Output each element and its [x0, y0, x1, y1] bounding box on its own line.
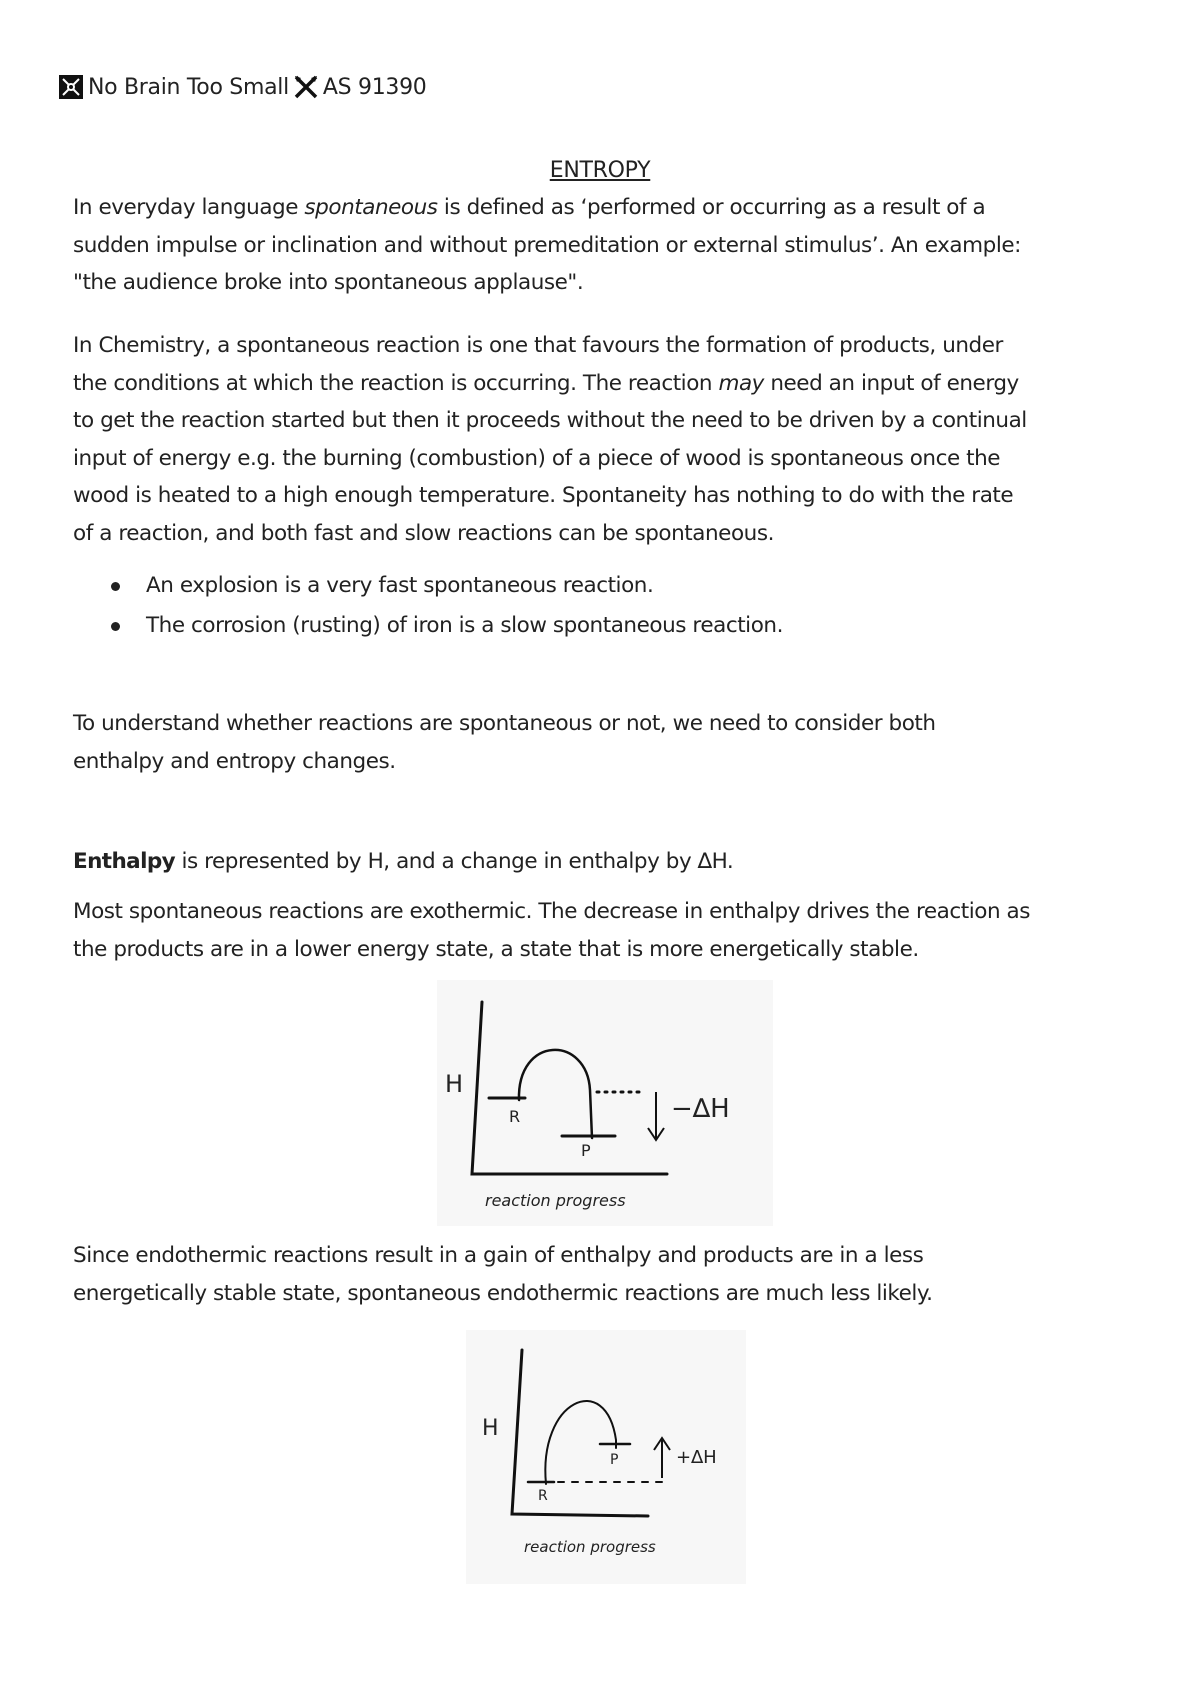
intro-text: is defined as ‘performed or occurring as a result of a [437, 195, 986, 220]
reactant-label: R [538, 1488, 548, 1504]
enthalpy-paragraph [73, 843, 1153, 881]
exothermic-text: Most spontaneous reactions are exothermic. The decrease in enthalpy drives the reaction as [73, 899, 1031, 924]
endothermic-paragraph [73, 1237, 1153, 1312]
exothermic-paragraph [73, 893, 1153, 968]
y-axis-label: H [445, 1070, 464, 1098]
brand-name: No Brain Too Small [88, 74, 289, 100]
chemistry-paragraph [73, 327, 1153, 552]
standard-code: AS 91390 [322, 74, 427, 100]
arrow-down-icon [648, 1092, 664, 1140]
intro-text: sudden impulse or inclination and without premeditation or external stimulus’. An example: [73, 232, 1021, 258]
y-axis-label: H [482, 1416, 499, 1441]
delta-h-label: +∆H [676, 1447, 717, 1468]
chemistry-text: In Chemistry, a spontaneous reaction is one that favours the formation of products, under [73, 333, 1003, 358]
intro-text: In everyday language [73, 195, 305, 220]
chemistry-text: of a reaction, and both fast and slow reactions can be spontaneous. [73, 520, 774, 546]
list-item [73, 606, 783, 646]
arrow-up-icon [654, 1438, 670, 1478]
chemistry-text: wood is heated to a high enough temperature. Spontaneity has nothing to do with the rate [73, 483, 1014, 508]
intro-text: "the audience broke into spontaneous applause". [73, 270, 584, 295]
chemistry-text: input of energy e.g. the burning (combustion) of a piece of wood is spontaneous once the [73, 445, 1001, 471]
intro-paragraph [73, 189, 1153, 302]
page-header [58, 74, 427, 100]
chemistry-text: need an input of energy [763, 370, 1019, 396]
enthalpy-term: Enthalpy [73, 849, 176, 874]
chemistry-text: the conditions at which the reaction is occurring. The reaction [73, 370, 719, 396]
brain-logo-icon [58, 74, 84, 100]
examples-list [73, 566, 783, 646]
chemistry-emphasis: may [718, 370, 764, 396]
product-label: P [581, 1141, 591, 1160]
x-axis-label: reaction progress [485, 1191, 626, 1210]
exothermic-text: the products are in a lower energy state, a state that is more energetically stable. [73, 936, 919, 962]
bullet-icon [111, 622, 120, 631]
product-label: P [610, 1452, 619, 1468]
bullet-icon [111, 582, 120, 591]
endothermic-diagram [466, 1330, 746, 1584]
understand-text: To understand whether reactions are spontaneous or not, we need to consider both [73, 711, 936, 736]
chemistry-text: to get the reaction started but then it proceeds without the need to be driven by a continual [73, 408, 1027, 433]
endothermic-text: Since endothermic reactions result in a gain of enthalpy and products are in a less [73, 1243, 924, 1268]
understand-text: enthalpy and entropy changes. [73, 748, 396, 774]
page-title: ENTROPY [549, 158, 651, 183]
list-item [73, 566, 783, 606]
exothermic-diagram [437, 980, 773, 1226]
x-axis-label: reaction progress [524, 1538, 656, 1556]
enthalpy-text: is represented by H, and a change in enthalpy by ∆H. [175, 849, 734, 874]
delta-h-label: −∆H [671, 1094, 730, 1124]
list-item-text: An explosion is a very fast spontaneous reaction. [146, 573, 654, 598]
crossed-tools-icon [293, 74, 319, 100]
endothermic-text: energetically stable state, spontaneous endothermic reactions are much less likely. [73, 1280, 933, 1306]
intro-emphasis: spontaneous [304, 195, 438, 220]
understand-paragraph [73, 705, 1153, 780]
list-item-text: The corrosion (rusting) of iron is a slow spontaneous reaction. [146, 613, 783, 638]
reactant-label: R [509, 1107, 521, 1126]
